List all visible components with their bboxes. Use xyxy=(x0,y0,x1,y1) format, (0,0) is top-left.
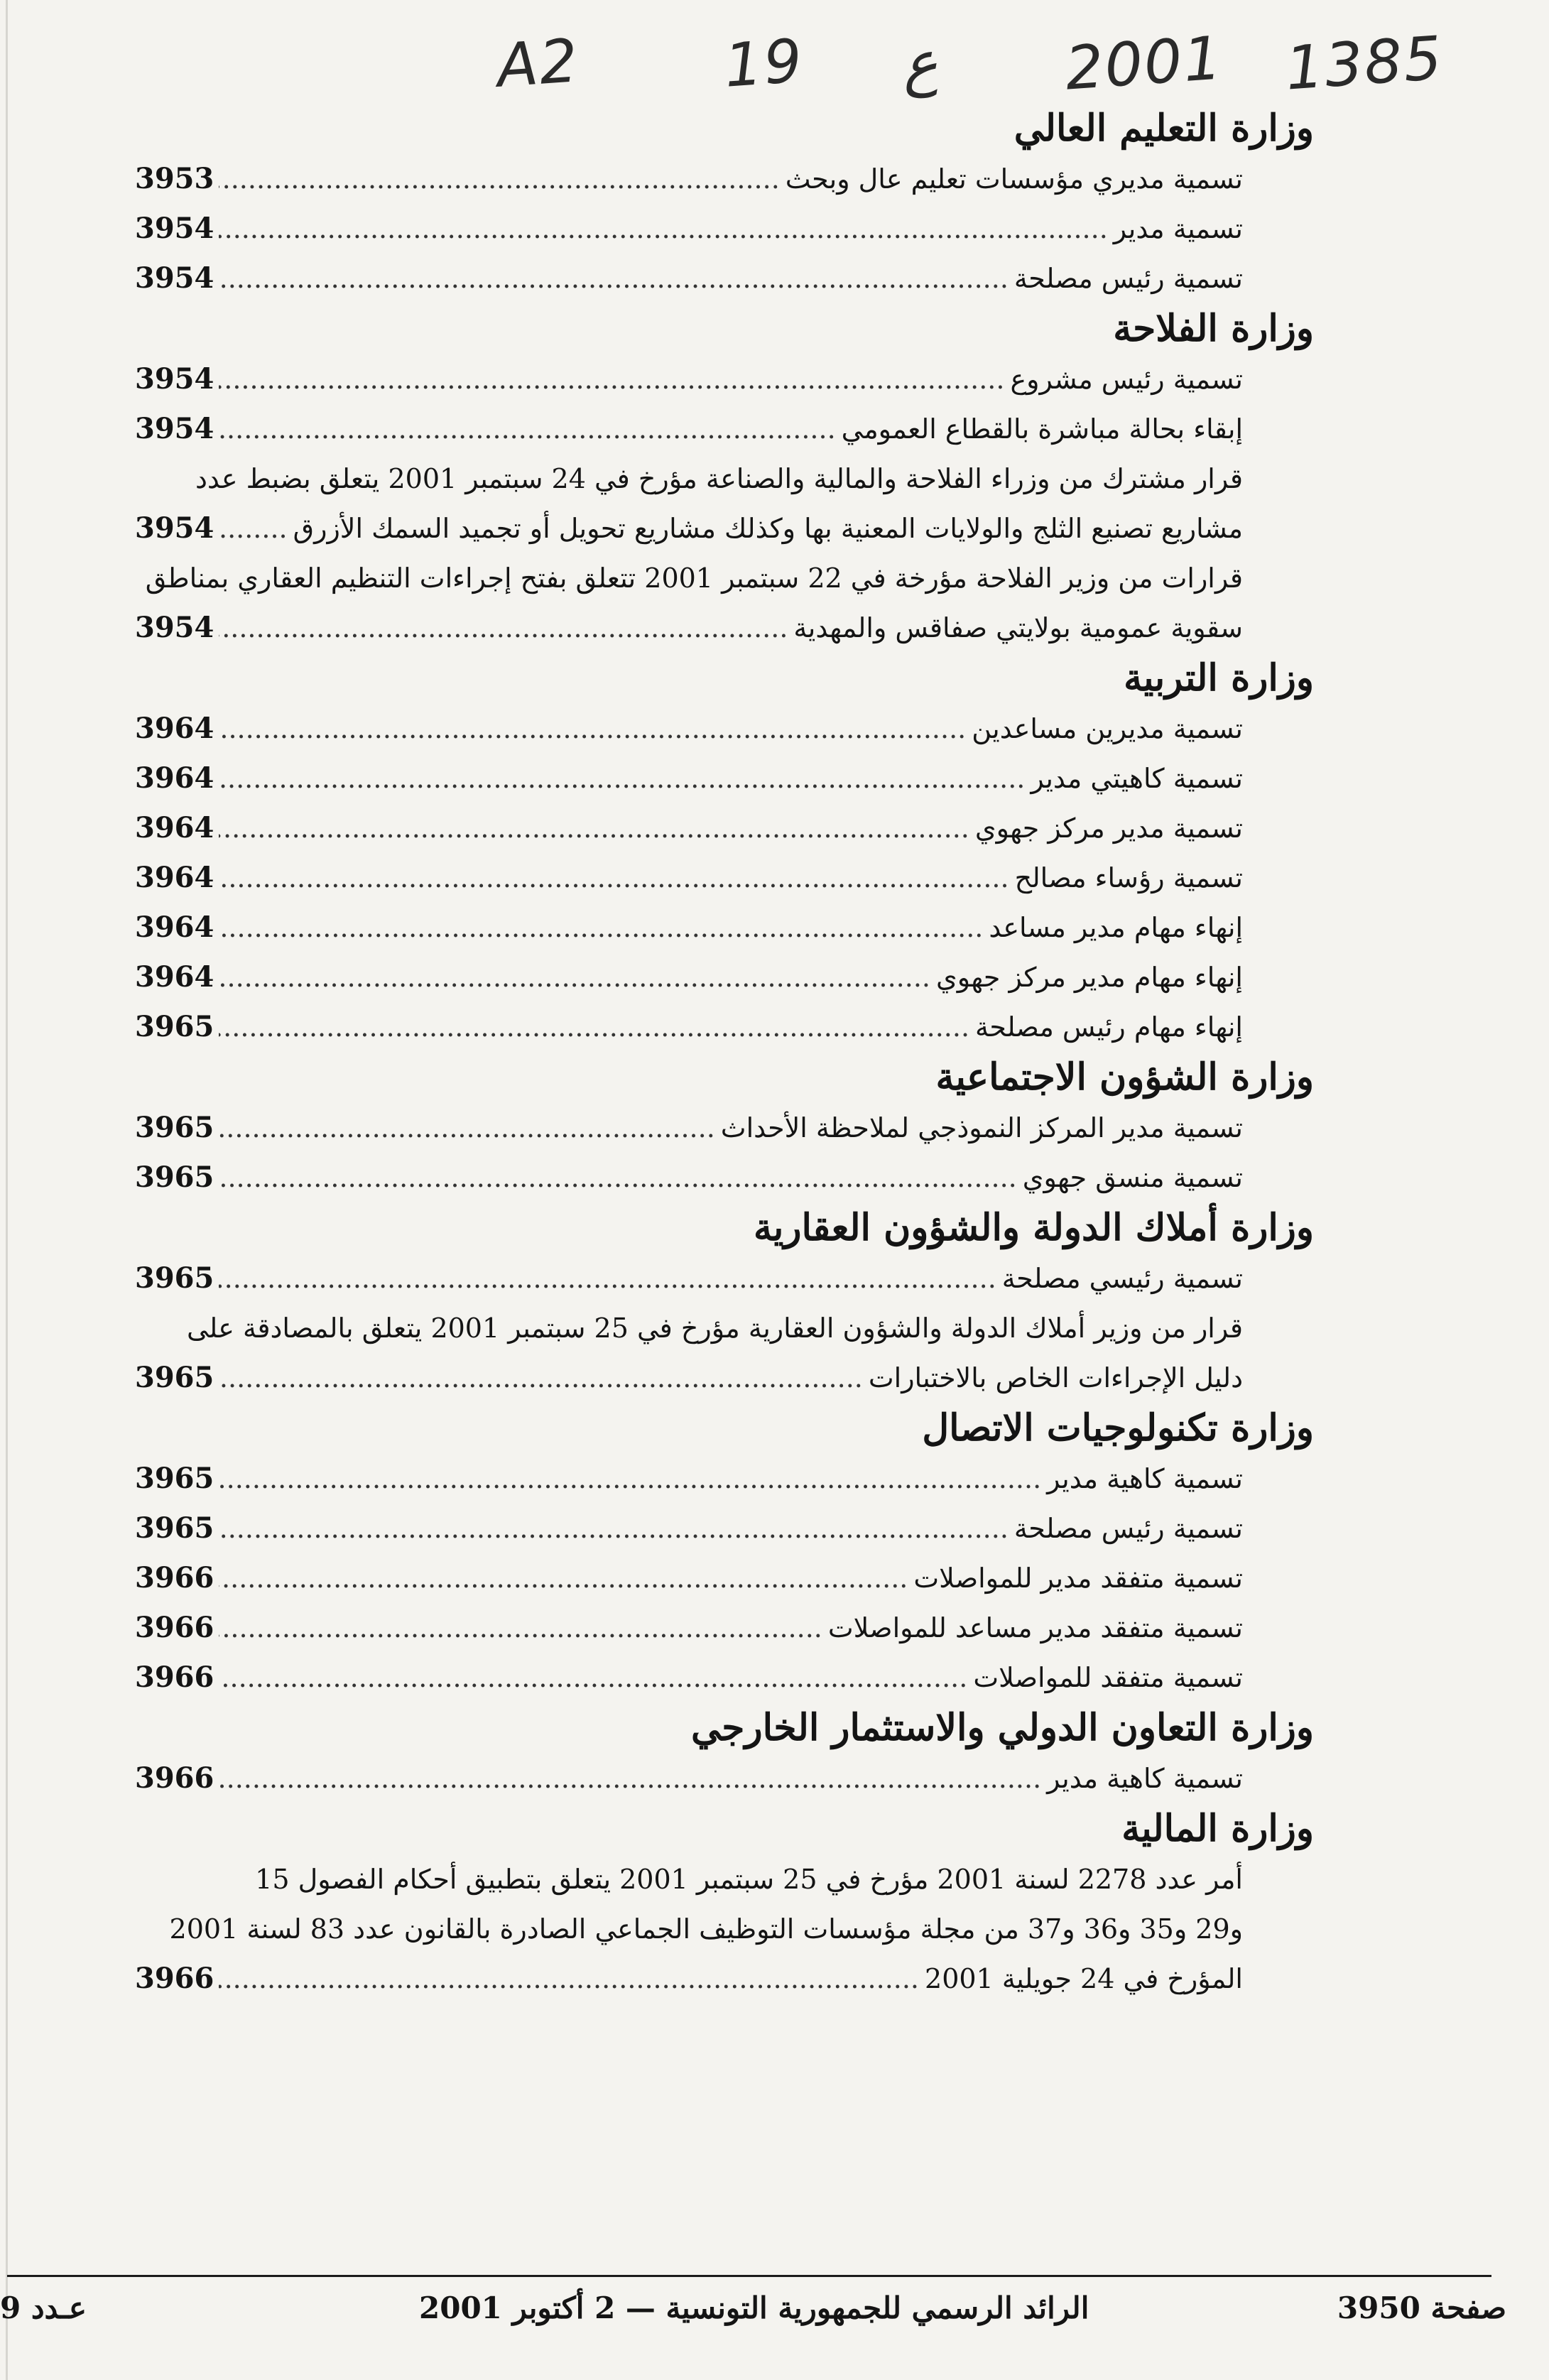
toc-entry xyxy=(135,1553,1314,1603)
dot-leader xyxy=(219,1754,1041,1803)
entry-label: تسمية رؤساء مصالح xyxy=(1014,862,1243,893)
entry-page-number: 3954 xyxy=(135,212,214,245)
dot-leader xyxy=(219,1954,919,2004)
toc-entry xyxy=(135,204,1314,254)
ministry-title: وزارة التعليم العالي xyxy=(1013,107,1314,150)
entry-label: تسمية رئيس مصلحة xyxy=(1013,1513,1243,1544)
entry-page-number: 3965 xyxy=(135,1010,214,1043)
entry-page-number: 3965 xyxy=(135,1161,214,1194)
ministry-section xyxy=(135,103,1314,303)
dot-leader xyxy=(219,754,1025,803)
entry-label: تسمية مديري مؤسسات تعليم عال وبحث xyxy=(785,163,1243,195)
dot-leader xyxy=(219,1254,996,1303)
entry-page-number: 3953 xyxy=(135,162,214,195)
dot-leader xyxy=(219,603,788,653)
paragraph-line: و29 و35 و36 و37 من مجلة مؤسسات التوظيف الجماعي الصادرة بالقانون عدد 83 لسنة 2001 xyxy=(169,1913,1243,1945)
footer-rule xyxy=(7,2275,1491,2277)
toc-entry xyxy=(135,1254,1314,1303)
dot-leader xyxy=(219,1553,908,1603)
entry-page-number: 3966 xyxy=(135,1611,214,1644)
entry-page-number: 3965 xyxy=(135,1462,214,1495)
entry-page-number: 3965 xyxy=(135,1111,214,1144)
entry-label: تسمية رئيس مشروع xyxy=(1010,364,1243,395)
dot-leader xyxy=(219,1504,1009,1553)
ministry-title: وزارة التعاون الدولي والاستثمار الخارجي xyxy=(690,1706,1314,1749)
scan-edge xyxy=(6,0,8,2380)
dot-leader xyxy=(219,1153,1017,1202)
ministry-section xyxy=(135,1202,1314,1403)
entry-label: دليل الإجراءات الخاص بالاختبارات xyxy=(868,1362,1243,1393)
table-of-contents xyxy=(135,103,1314,2004)
ministry-section xyxy=(135,653,1314,1052)
annotation-year: 2001 xyxy=(1062,23,1225,104)
entry-page-number: 3966 xyxy=(135,1661,214,1694)
entry-page-number: 3964 xyxy=(135,960,214,994)
toc-entry xyxy=(135,754,1314,803)
entry-page-number: 3954 xyxy=(135,611,214,644)
annotation-letter: ع xyxy=(899,27,940,99)
paragraph-line: قرار مشترك من وزراء الفلاحة والمالية والصناعة مؤرخ في 24 سبتمبر 2001 يتعلق بضبط عدد xyxy=(195,463,1243,494)
toc-entry xyxy=(135,1454,1314,1504)
dot-leader xyxy=(219,1002,969,1052)
annotation-number: 1385 xyxy=(1283,23,1445,104)
entry-label: إنهاء مهام مدير مساعد xyxy=(989,912,1243,943)
entry-label: تسمية متفقد للمواصلات xyxy=(973,1662,1243,1693)
annotation-code: A2 xyxy=(494,26,582,101)
toc-entry xyxy=(135,1504,1314,1553)
ministry-section xyxy=(135,303,1314,653)
toc-entry xyxy=(135,254,1314,303)
paragraph-last-line xyxy=(135,1353,1314,1403)
toc-entry xyxy=(135,1754,1314,1803)
dot-leader xyxy=(219,404,836,454)
footer-gazette-title: الرائد الرسمي للجمهورية التونسية — 2 أكتوبر 2001 xyxy=(419,2291,1089,2325)
entry-page-number: 3954 xyxy=(135,511,214,545)
dot-leader xyxy=(219,853,1009,903)
paragraph-line: أمر عدد 2278 لسنة 2001 مؤرخ في 25 سبتمبر 2001 يتعلق بتطبيق أحكام الفصول 15 xyxy=(255,1864,1243,1895)
entry-label: تسمية رئيس مصلحة xyxy=(1013,263,1243,294)
footer-issue: عـدد 9 xyxy=(0,2291,87,2325)
dot-leader xyxy=(219,504,288,553)
dot-leader xyxy=(219,1103,715,1153)
entry-page-number: 3964 xyxy=(135,861,214,894)
ministry-section xyxy=(135,1403,1314,1702)
entry-page-number: 3965 xyxy=(135,1511,214,1545)
dot-leader xyxy=(219,204,1108,254)
toc-entry xyxy=(135,1103,1314,1153)
ministry-title: وزارة المالية xyxy=(1121,1807,1314,1850)
ministry-title: وزارة الشؤون الاجتماعية xyxy=(935,1055,1314,1099)
dot-leader xyxy=(219,952,930,1002)
toc-entry xyxy=(135,404,1314,454)
entry-label: تسمية مدير مركز جهوي xyxy=(974,813,1243,844)
toc-entry xyxy=(135,952,1314,1002)
ministry-title: وزارة تكنولوجيات الاتصال xyxy=(922,1406,1314,1450)
ministry-title: وزارة أملاك الدولة والشؤون العقارية xyxy=(754,1206,1314,1249)
footer-page-number: صفحة 3950 xyxy=(1337,2291,1506,2325)
toc-paragraph-entry xyxy=(135,553,1314,653)
entry-page-number: 3964 xyxy=(135,811,214,844)
ministry-section xyxy=(135,1052,1314,1202)
entry-page-number: 3964 xyxy=(135,712,214,745)
entry-label: تسمية منسق جهوي xyxy=(1022,1162,1243,1193)
toc-entry xyxy=(135,803,1314,853)
toc-entry xyxy=(135,1653,1314,1702)
dot-leader xyxy=(219,154,780,204)
dot-leader xyxy=(219,1653,967,1702)
entry-label: تسمية كاهية مدير xyxy=(1047,1763,1243,1794)
entry-page-number: 3954 xyxy=(135,412,214,445)
entry-label: تسمية رئيسي مصلحة xyxy=(1001,1263,1243,1294)
ministry-title: وزارة الفلاحة xyxy=(1113,307,1314,350)
entry-page-number: 3964 xyxy=(135,911,214,944)
toc-entry xyxy=(135,1153,1314,1202)
toc-paragraph-entry xyxy=(135,1303,1314,1403)
entry-label: المؤرخ في 24 جويلية 2001 xyxy=(925,1963,1243,1994)
entry-label: تسمية متفقد مدير مساعد للمواصلات xyxy=(827,1612,1243,1643)
dot-leader xyxy=(219,1603,822,1653)
toc-paragraph-entry xyxy=(135,454,1314,553)
toc-entry xyxy=(135,154,1314,204)
entry-page-number: 3965 xyxy=(135,1261,214,1295)
entry-page-number: 3966 xyxy=(135,1561,214,1594)
toc-entry xyxy=(135,853,1314,903)
ministry-section xyxy=(135,1702,1314,1803)
page-footer xyxy=(0,2291,1549,2347)
entry-page-number: 3954 xyxy=(135,362,214,396)
entry-page-number: 3966 xyxy=(135,1761,214,1795)
entry-label: تسمية كاهيتي مدير xyxy=(1031,763,1243,794)
toc-entry xyxy=(135,1603,1314,1653)
toc-entry xyxy=(135,704,1314,754)
entry-label: إنهاء مهام رئيس مصلحة xyxy=(975,1011,1243,1043)
paragraph-last-line xyxy=(135,603,1314,653)
paragraph-last-line xyxy=(135,1954,1314,2004)
ministry-title: وزارة التربية xyxy=(1124,656,1314,700)
dot-leader xyxy=(219,1454,1041,1504)
entry-label: إنهاء مهام مدير مركز جهوي xyxy=(936,962,1243,993)
entry-label: سقوية عمومية بولايتي صفاقس والمهدية xyxy=(793,612,1243,643)
entry-label: تسمية مدير المركز النموذجي لملاحظة الأحداث xyxy=(720,1112,1243,1143)
entry-label: تسمية كاهية مدير xyxy=(1047,1463,1243,1494)
entry-page-number: 3954 xyxy=(135,261,214,295)
toc-paragraph-entry xyxy=(135,1854,1314,2004)
dot-leader xyxy=(219,903,983,952)
entry-label: تسمية متفقد مدير للمواصلات xyxy=(913,1563,1243,1594)
dot-leader xyxy=(219,704,966,754)
dot-leader xyxy=(219,354,1004,404)
dot-leader xyxy=(219,254,1009,303)
toc-entry xyxy=(135,903,1314,952)
toc-entry xyxy=(135,1002,1314,1052)
entry-label: مشاريع تصنيع الثلج والولايات المعنية بها وكذلك مشاريع تحويل أو تجميد السمك الأزرق xyxy=(293,513,1243,544)
paragraph-line: قرار من وزير أملاك الدولة والشؤون العقارية مؤرخ في 25 سبتمبر 2001 يتعلق بالمصادقة على xyxy=(186,1313,1243,1344)
dot-leader xyxy=(219,1353,863,1403)
ministry-section xyxy=(135,1803,1314,2004)
annotation-day: 19 xyxy=(722,26,806,101)
entry-label: تسمية مدير xyxy=(1113,213,1243,244)
entry-page-number: 3966 xyxy=(135,1962,214,1995)
entry-label: تسمية مديرين مساعدين xyxy=(972,713,1243,744)
entry-page-number: 3964 xyxy=(135,761,214,795)
paragraph-last-line xyxy=(135,504,1314,553)
paragraph-line: قرارات من وزير الفلاحة مؤرخة في 22 سبتمبر 2001 تتعلق بفتح إجراءات التنظيم العقاري بمناطق xyxy=(145,563,1243,594)
entry-label: إبقاء بحالة مباشرة بالقطاع العمومي xyxy=(841,413,1243,445)
toc-entry xyxy=(135,354,1314,404)
dot-leader xyxy=(219,803,969,853)
entry-page-number: 3965 xyxy=(135,1361,214,1394)
